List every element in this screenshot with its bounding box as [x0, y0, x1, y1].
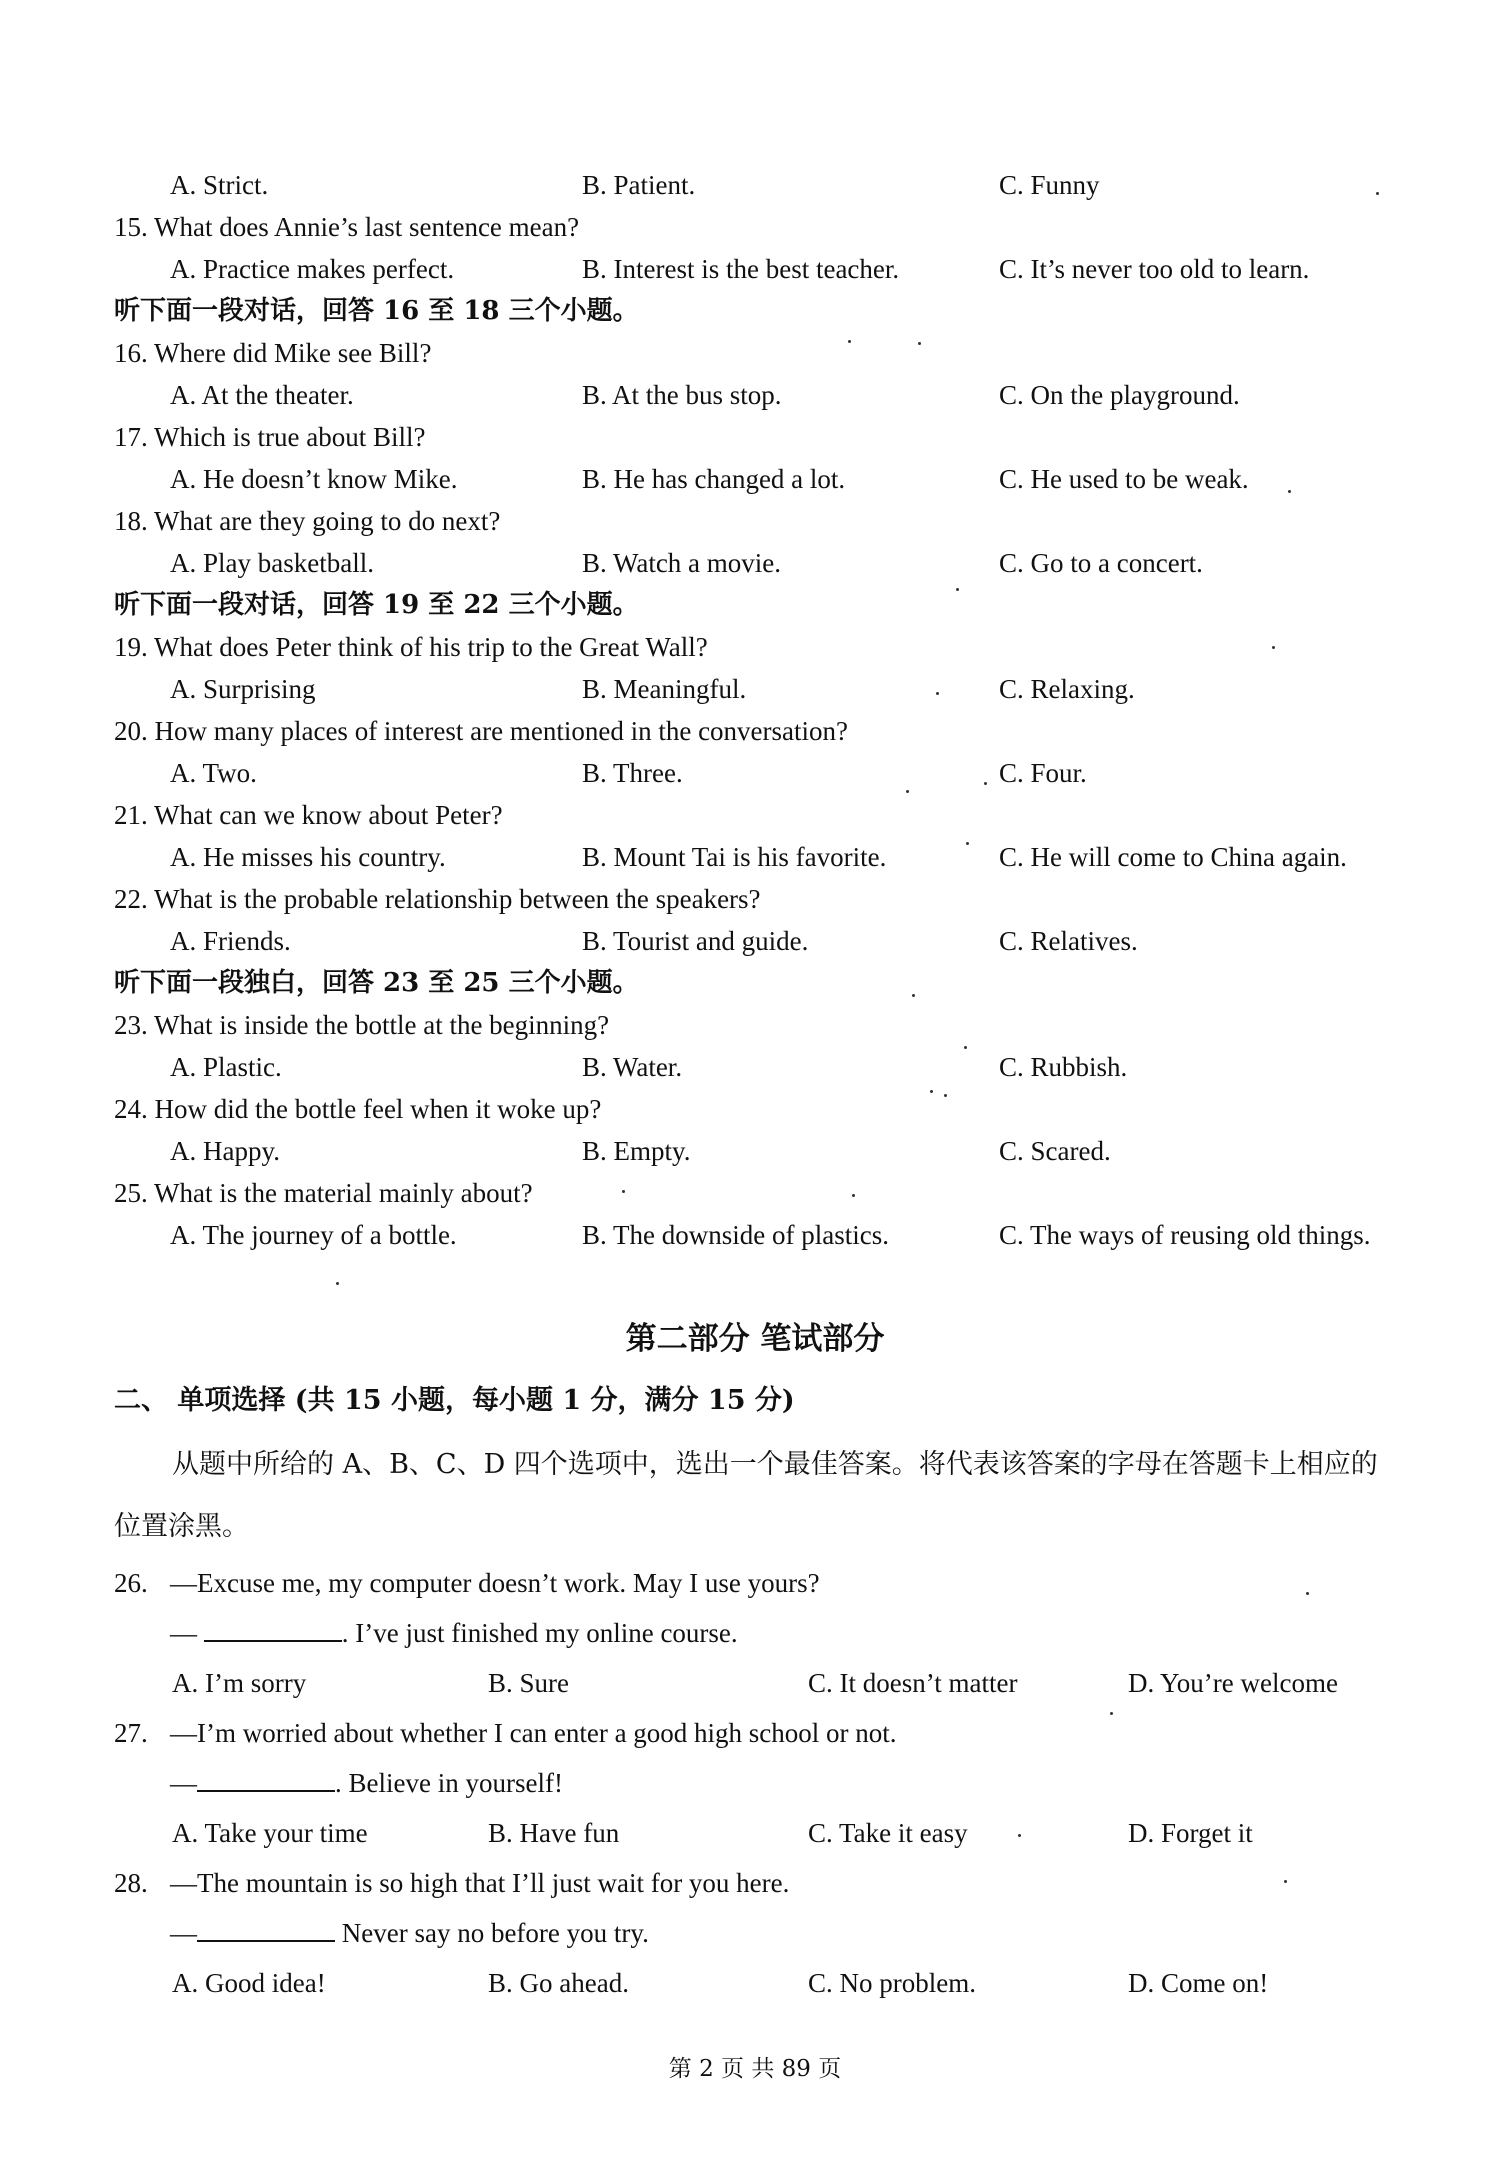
scan-speck — [1272, 646, 1275, 649]
heading-19-22: 听下面一段对话，回答 19 至 22 三个小题。 — [114, 590, 639, 620]
section2-instruction-line2: 位置涂黑。 — [114, 1511, 249, 1542]
scan-speck — [984, 782, 987, 785]
q24-option-c: C. Scared. — [999, 1136, 1111, 1166]
scan-speck — [966, 842, 969, 845]
scan-speck — [852, 1194, 855, 1197]
scan-speck — [964, 1046, 967, 1049]
q14-option-c: C. Funny — [999, 170, 1100, 200]
q28-blank — [197, 1916, 335, 1942]
section2-instruction-line1: 从题中所给的 A、B、C、D 四个选项中，选出一个最佳答案。将代表该答案的字母在答题卡上相应的 — [172, 1449, 1378, 1480]
q20-option-a: A. Two. — [170, 758, 257, 788]
q23-option-c: C. Rubbish. — [999, 1052, 1128, 1082]
q26-number: 26. — [114, 1568, 148, 1598]
q27-option-a: A. Take your time — [172, 1818, 368, 1848]
q23-text: 23. What is inside the bottle at the beginning? — [114, 1010, 610, 1040]
q28-dash: — — [170, 1918, 197, 1948]
q26-option-d: D. You’re welcome — [1128, 1668, 1338, 1698]
q28-line1: —The mountain is so high that I’ll just wait for you here. — [170, 1868, 790, 1898]
q28-option-a: A. Good idea! — [172, 1968, 326, 1998]
q25-option-c: C. The ways of reusing old things. — [999, 1220, 1371, 1250]
q15-option-b: B. Interest is the best teacher. — [582, 254, 900, 284]
scan-speck — [930, 1090, 933, 1093]
scan-speck — [956, 588, 959, 591]
q24-option-a: A. Happy. — [170, 1136, 280, 1166]
q27-line2-rest: . Believe in yourself! — [335, 1768, 563, 1798]
q15-text: 15. What does Annie’s last sentence mean? — [114, 212, 580, 242]
q18-text: 18. What are they going to do next? — [114, 506, 501, 536]
q26-line2-rest: . I’ve just finished my online course. — [341, 1618, 738, 1648]
q19-option-a: A. Surprising — [170, 674, 316, 704]
scan-speck — [944, 1094, 947, 1097]
q26-option-c: C. It doesn’t matter — [808, 1668, 1018, 1698]
q19-option-c: C. Relaxing. — [999, 674, 1135, 704]
q16-option-c: C. On the playground. — [999, 380, 1240, 410]
q27-option-c: C. Take it easy — [808, 1818, 968, 1848]
q26-blank — [204, 1616, 342, 1642]
q25-option-b: B. The downside of plastics. — [582, 1220, 889, 1250]
q22-option-b: B. Tourist and guide. — [582, 926, 809, 956]
q20-option-b: B. Three. — [582, 758, 683, 788]
scan-speck — [1110, 1712, 1113, 1715]
q28-option-d: D. Come on! — [1128, 1968, 1269, 1998]
q23-option-a: A. Plastic. — [170, 1052, 282, 1082]
q22-option-c: C. Relatives. — [999, 926, 1138, 956]
q17-option-c: C. He used to be weak. — [999, 464, 1249, 494]
q20-option-c: C. Four. — [999, 758, 1087, 788]
q16-option-a: A. At the theater. — [170, 380, 354, 410]
q16-option-b: B. At the bus stop. — [582, 380, 782, 410]
q27-number: 27. — [114, 1718, 148, 1748]
q19-option-b: B. Meaningful. — [582, 674, 747, 704]
q21-option-b: B. Mount Tai is his favorite. — [582, 842, 887, 872]
q28-option-b: B. Go ahead. — [488, 1968, 629, 1998]
q28-option-c: C. No problem. — [808, 1968, 976, 1998]
q26-option-a: A. I’m sorry — [172, 1668, 307, 1698]
scan-speck — [1376, 192, 1379, 195]
scan-speck — [1288, 490, 1291, 493]
q25-text: 25. What is the material mainly about? — [114, 1178, 533, 1208]
q27-line1: —I’m worried about whether I can enter a good high school or not. — [170, 1718, 897, 1748]
q15-option-c: C. It’s never too old to learn. — [999, 254, 1310, 284]
q22-text: 22. What is the probable relationship between the speakers? — [114, 884, 761, 914]
q17-option-a: A. He doesn’t know Mike. — [170, 464, 458, 494]
q21-option-c: C. He will come to China again. — [999, 842, 1347, 872]
q26-line2 — [170, 1616, 738, 1650]
q27-line2 — [170, 1766, 563, 1800]
q21-option-a: A. He misses his country. — [170, 842, 446, 872]
q28-number: 28. — [114, 1868, 148, 1898]
q26-line1: —Excuse me, my computer doesn’t work. May I use yours? — [170, 1568, 820, 1598]
q20-text: 20. How many places of interest are mentioned in the conversation? — [114, 716, 849, 746]
q17-text: 17. Which is true about Bill? — [114, 422, 426, 452]
scan-speck — [906, 790, 909, 793]
q28-line2-rest: Never say no before you try. — [335, 1918, 649, 1948]
q22-option-a: A. Friends. — [170, 926, 291, 956]
q24-text: 24. How did the bottle feel when it woke up? — [114, 1094, 602, 1124]
q23-option-b: B. Water. — [582, 1052, 683, 1082]
section2-title: 二、 单项选择 (共 15 小题，每小题 1 分，满分 15 分) — [114, 1385, 795, 1416]
scan-speck — [1284, 1880, 1287, 1883]
page-footer: 第 2 页 共 89 页 — [668, 2056, 842, 2082]
scan-speck — [1018, 1834, 1021, 1837]
q19-text: 19. What does Peter think of his trip to the Great Wall? — [114, 632, 708, 662]
scan-speck — [918, 342, 921, 345]
q15-option-a: A. Practice makes perfect. — [170, 254, 455, 284]
q16-text: 16. Where did Mike see Bill? — [114, 338, 432, 368]
q27-option-d: D. Forget it — [1128, 1818, 1253, 1848]
q26-dash: — — [170, 1618, 204, 1648]
q14-option-a: A. Strict. — [170, 170, 269, 200]
q27-blank — [197, 1766, 335, 1792]
q27-dash: — — [170, 1768, 197, 1798]
scan-speck — [848, 340, 851, 343]
q28-line2 — [170, 1916, 649, 1950]
scan-speck — [622, 1190, 625, 1193]
q18-option-a: A. Play basketball. — [170, 548, 374, 578]
heading-23-25: 听下面一段独白，回答 23 至 25 三个小题。 — [114, 968, 639, 998]
q25-option-a: A. The journey of a bottle. — [170, 1220, 457, 1250]
heading-16-18: 听下面一段对话，回答 16 至 18 三个小题。 — [114, 296, 639, 326]
q27-option-b: B. Have fun — [488, 1818, 620, 1848]
scan-speck — [936, 692, 939, 695]
q24-option-b: B. Empty. — [582, 1136, 691, 1166]
q18-option-b: B. Watch a movie. — [582, 548, 782, 578]
q26-option-b: B. Sure — [488, 1668, 569, 1698]
q14-option-b: B. Patient. — [582, 170, 696, 200]
q21-text: 21. What can we know about Peter? — [114, 800, 503, 830]
q18-option-c: C. Go to a concert. — [999, 548, 1203, 578]
scan-speck — [336, 1282, 339, 1285]
part2-title: 第二部分 笔试部分 — [625, 1321, 885, 1357]
scan-speck — [1306, 1592, 1309, 1595]
q17-option-b: B. He has changed a lot. — [582, 464, 846, 494]
scan-speck — [912, 994, 915, 997]
